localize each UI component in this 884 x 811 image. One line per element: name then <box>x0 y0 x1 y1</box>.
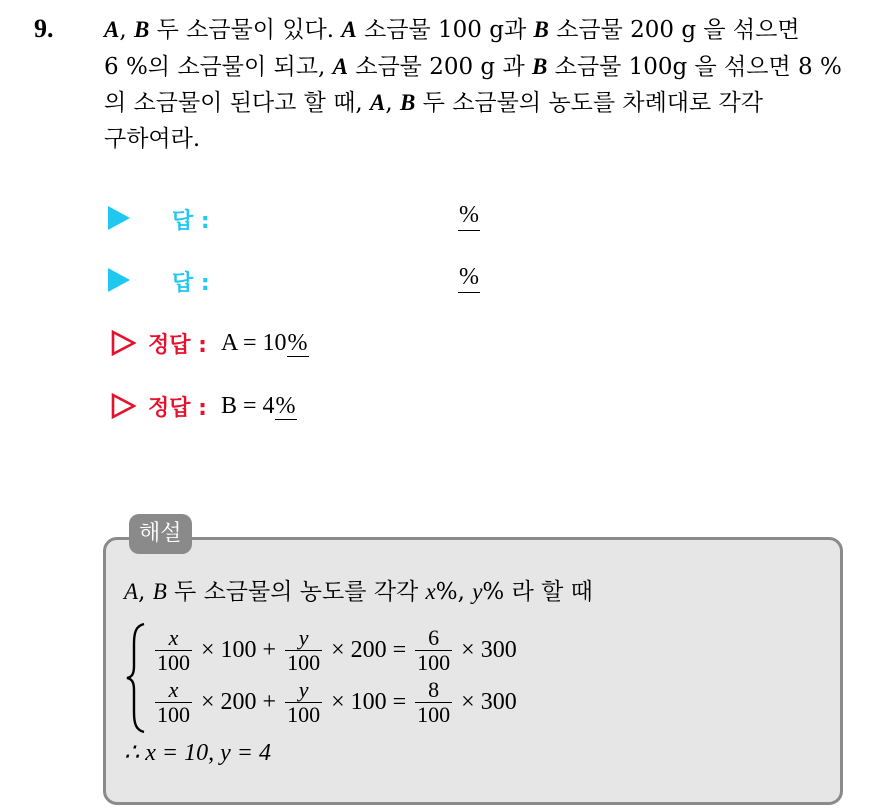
question-line-3: 의 소금물이 된다고 할 때, A, B 두 소금물의 농도를 차례대로 각각 <box>104 90 763 117</box>
solution-row-2 <box>110 386 297 426</box>
explanation-intro: A, B 두 소금물의 농도를 각각 x%, y% 라 할 때 <box>124 579 593 605</box>
solution-row-1 <box>110 323 309 363</box>
answer-blank-unit[interactable]: % <box>458 200 480 231</box>
fraction: $\frac{y}{100}$ <box>287 624 321 675</box>
solution-label: 정답 : <box>148 332 207 358</box>
equation-1: $\frac{x}{100}$ × 100 + $\frac{y}{100}$ × 200 = $\frac{6}{100}$ × 300 <box>157 624 517 675</box>
question-line-1: A, B 두 소금물이 있다. A 소금물 100 g과 B 소금물 200 g 을 섞으면 <box>104 17 800 43</box>
conclusion: ∴ x = 10, y = 4 <box>124 740 271 766</box>
play-arrow-icon <box>108 268 130 292</box>
solution-value: A = 10% <box>220 329 308 356</box>
outline-arrow-icon <box>110 330 136 356</box>
answer-label: 답 : <box>172 271 210 296</box>
question-line-2: 6 %의 소금물이 되고, A 소금물 200 g 과 B 소금물 100g 을 섞으면 8 % <box>104 53 842 80</box>
answer-row-1 <box>108 198 508 238</box>
answer-row-2 <box>108 260 508 300</box>
answer-blank-unit[interactable]: % <box>458 262 480 293</box>
fraction: $\frac{x}{100}$ <box>157 624 190 675</box>
play-arrow-icon <box>108 206 130 230</box>
fraction: $\frac{6}{100}$ <box>417 624 451 675</box>
question-line-4: 구하여라. <box>104 125 201 152</box>
solution-value: B = 4% <box>220 392 296 419</box>
solution-label: 정답 : <box>148 395 207 421</box>
equation-2: $\frac{x}{100}$ × 200 + $\frac{y}{100}$ × 100 = $\frac{8}{100}$ × 300 <box>157 676 517 727</box>
outline-arrow-icon <box>110 393 136 419</box>
question-text <box>104 12 864 158</box>
fraction: $\frac{8}{100}$ <box>417 676 451 727</box>
answer-label: 답 : <box>172 209 210 234</box>
fraction: $\frac{x}{100}$ <box>157 676 190 727</box>
fraction: $\frac{y}{100}$ <box>287 676 321 727</box>
equation-system <box>124 622 724 742</box>
question-number: 9. <box>34 14 54 43</box>
left-brace <box>124 622 148 734</box>
explanation-tag: 해설 <box>129 514 192 554</box>
